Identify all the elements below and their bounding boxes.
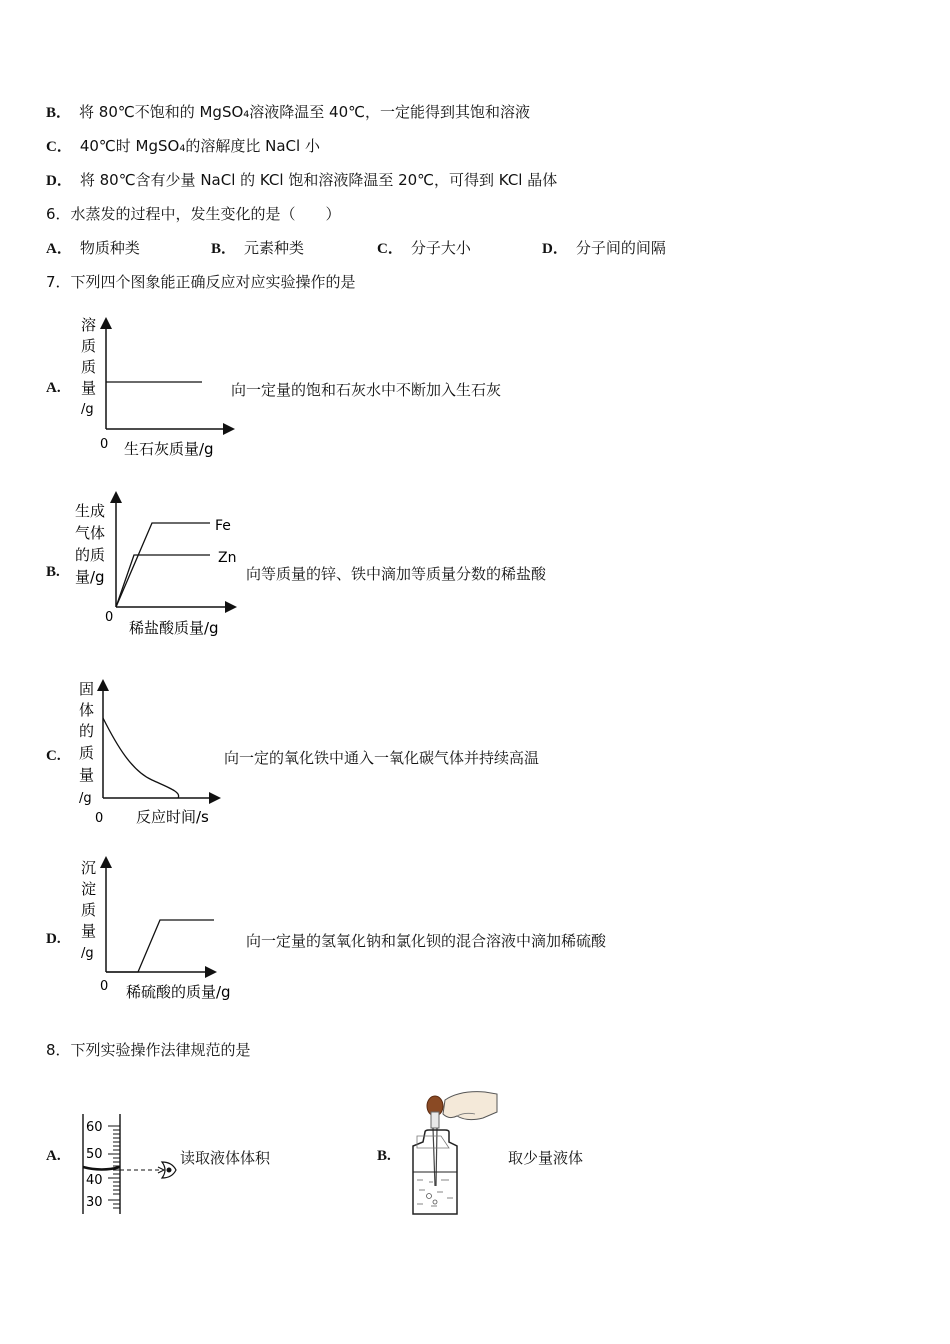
q7-graph-d (72, 855, 262, 1005)
q8-option-a-label: A. (46, 1148, 61, 1164)
q6-option-c (377, 238, 471, 259)
option-text: 将 80℃不饱和的 MgSO₄溶液降温至 40℃，一定能得到其饱和溶液 (79, 103, 530, 121)
x-axis-label: 稀硫酸的质量/g (126, 983, 231, 1001)
q5-option-d (46, 170, 557, 191)
origin-label: 0 (100, 437, 109, 452)
option-label: A． (46, 241, 72, 257)
q6-option-d (542, 238, 666, 259)
origin-label: 0 (100, 979, 109, 994)
option-text: 分子大小 (410, 239, 471, 257)
y-label-4: 量/g (75, 568, 105, 586)
x-axis-label: 反应时间/s (136, 808, 209, 826)
tick-label-40: 40 (86, 1173, 103, 1188)
y-label-1: 生成 (75, 502, 106, 520)
option-text: 将 80℃含有少量 NaCl 的 KCl 饱和溶液降温至 20℃，可得到 KCl 晶体 (79, 171, 558, 189)
y-label-3: 的 (79, 722, 95, 740)
q7-graph-b (72, 490, 262, 640)
q7-option-a-label: A. (46, 380, 61, 396)
graduated-cylinder-illustration (72, 1112, 182, 1216)
hand-icon (443, 1092, 497, 1120)
tick-label-30: 30 (86, 1195, 103, 1210)
option-label: D． (542, 241, 568, 257)
option-text: 40℃时 MgSO₄的溶解度比 NaCl 小 (79, 137, 320, 155)
data-curve (103, 718, 179, 798)
y-label-6: /g (79, 791, 92, 806)
q7-option-c-desc: 向一定的氧化铁中通入一氧化碳气体并持续高温 (224, 749, 540, 767)
x-axis-label: 生石灰质量/g (124, 440, 214, 458)
option-label: B． (46, 105, 72, 121)
q7-option-d-label: D. (46, 931, 61, 947)
q7-graph-a (72, 312, 252, 462)
series-zn-label: Zn (218, 550, 237, 566)
option-text: 元素种类 (244, 239, 305, 257)
y-label-4: 质 (79, 744, 95, 762)
origin-label: 0 (95, 811, 104, 826)
y-label-4: 量 (81, 922, 97, 940)
q7-option-b-desc: 向等质量的锌、铁中滴加等质量分数的稀盐酸 (246, 565, 547, 583)
data-line (106, 920, 214, 972)
y-label-1: 沉 (81, 859, 97, 877)
y-label-3: 质 (81, 901, 97, 919)
q7-option-a-desc: 向一定量的饱和石灰水中不断加入生石灰 (231, 381, 502, 399)
y-label-2: 质 (81, 337, 97, 355)
q7-option-d-desc: 向一定量的氢氧化钠和氯化钡的混合溶液中滴加稀硫酸 (246, 932, 607, 950)
y-label-1: 固 (79, 680, 95, 698)
origin-label: 0 (105, 610, 114, 625)
series-fe-label: Fe (215, 518, 231, 534)
y-label-2: 淀 (81, 880, 97, 898)
y-label-2: 体 (79, 701, 95, 719)
q6-option-b (211, 238, 304, 259)
y-label-4: 量 (81, 379, 97, 397)
q7-option-b-label: B. (46, 564, 60, 580)
q5-option-c (46, 136, 320, 157)
dropper-bottle-illustration (405, 1086, 505, 1218)
y-label-1: 溶 (81, 316, 97, 334)
series-zn-line (116, 555, 210, 607)
q8-stem: 8．下列实验操作法律规范的是 (46, 1041, 251, 1059)
y-label-5: /g (81, 946, 94, 961)
q7-stem: 7．下列四个图象能正确反应对应实验操作的是 (46, 273, 356, 291)
q6-stem: 6．水蒸发的过程中，发生变化的是（ ） (46, 205, 341, 223)
q8-option-b-label: B. (377, 1148, 391, 1164)
option-label: C． (46, 139, 72, 155)
x-axis-label: 稀盐酸质量/g (129, 619, 219, 637)
q8-option-a-desc: 读取液体体积 (180, 1149, 271, 1167)
option-text: 物质种类 (79, 239, 140, 257)
y-label-3: 质 (81, 358, 97, 376)
q7-option-c-label: C. (46, 748, 61, 764)
option-label: B． (211, 241, 237, 257)
y-label-3: 的质 (75, 546, 106, 564)
q5-option-b (46, 102, 530, 123)
option-label: D． (46, 173, 72, 189)
q6-option-a (46, 238, 140, 259)
y-label-5: 量 (79, 766, 95, 784)
tick-label-50: 50 (86, 1147, 103, 1162)
option-label: C． (377, 241, 403, 257)
y-label-5: /g (81, 402, 94, 417)
option-text: 分子间的间隔 (575, 239, 666, 257)
y-label-2: 气体 (75, 524, 106, 542)
q8-option-b-desc: 取少量液体 (508, 1149, 584, 1167)
tick-label-60: 60 (86, 1120, 103, 1135)
